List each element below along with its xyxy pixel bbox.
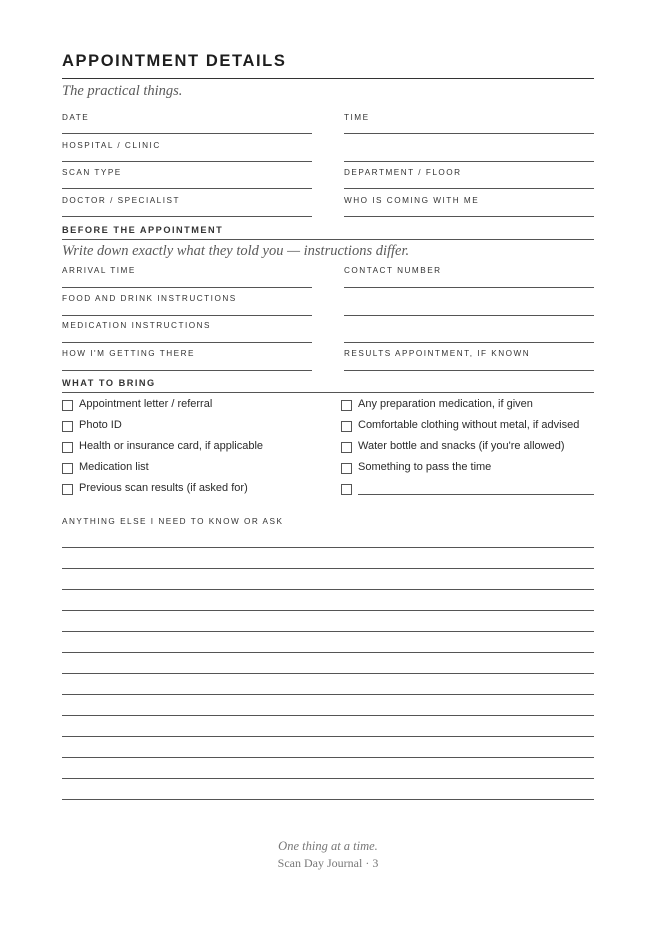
page-subtitle: The practical things. bbox=[62, 83, 183, 99]
section-divider-before bbox=[62, 239, 594, 240]
field-line-date[interactable] bbox=[62, 133, 312, 134]
notes-line[interactable] bbox=[62, 673, 594, 674]
checkbox[interactable] bbox=[62, 463, 73, 474]
section-title-notes: ANYTHING ELSE I NEED TO KNOW OR ASK bbox=[62, 517, 284, 526]
field-line-hospital[interactable] bbox=[62, 161, 312, 162]
checklist-label: Comfortable clothing without metal, if advised bbox=[358, 419, 580, 431]
checklist-label: Water bottle and snacks (if you're allowed) bbox=[358, 440, 565, 452]
field-label-results: RESULTS APPOINTMENT, IF KNOWN bbox=[344, 349, 531, 358]
checklist-label: Photo ID bbox=[79, 419, 122, 431]
field-label-companion: WHO IS COMING WITH ME bbox=[344, 196, 480, 205]
field-line-contact[interactable] bbox=[344, 287, 594, 288]
field-label-medication: MEDICATION INSTRUCTIONS bbox=[62, 321, 211, 330]
checkbox[interactable] bbox=[341, 463, 352, 474]
checklist-label: Previous scan results (if asked for) bbox=[79, 482, 248, 494]
field-label-department: DEPARTMENT / FLOOR bbox=[344, 168, 462, 177]
field-line-food[interactable] bbox=[62, 315, 312, 316]
checkbox[interactable] bbox=[62, 484, 73, 495]
checkbox[interactable] bbox=[62, 400, 73, 411]
field-line-companion[interactable] bbox=[344, 216, 594, 217]
notes-line[interactable] bbox=[62, 652, 594, 653]
field-line-blank-1[interactable] bbox=[344, 161, 594, 162]
field-label-hospital: HOSPITAL / CLINIC bbox=[62, 141, 161, 150]
notes-line[interactable] bbox=[62, 568, 594, 569]
field-label-contact: CONTACT NUMBER bbox=[344, 266, 442, 275]
field-label-food: FOOD AND DRINK INSTRUCTIONS bbox=[62, 294, 237, 303]
field-line-arrival[interactable] bbox=[62, 287, 312, 288]
field-label-date: DATE bbox=[62, 113, 90, 122]
footer-page-number: Scan Day Journal · 3 bbox=[277, 856, 379, 870]
field-line-scan-type[interactable] bbox=[62, 188, 312, 189]
notes-line[interactable] bbox=[62, 757, 594, 758]
notes-line[interactable] bbox=[62, 715, 594, 716]
field-line-time[interactable] bbox=[344, 133, 594, 134]
checklist-label: Medication list bbox=[79, 461, 149, 473]
notes-line[interactable] bbox=[62, 631, 594, 632]
field-label-scan-type: SCAN TYPE bbox=[62, 168, 122, 177]
checkbox[interactable] bbox=[62, 442, 73, 453]
field-line-blank-3[interactable] bbox=[344, 342, 594, 343]
section-title-bring: WHAT TO BRING bbox=[62, 378, 156, 388]
field-line-results[interactable] bbox=[344, 370, 594, 371]
checklist-label: Something to pass the time bbox=[358, 461, 492, 473]
field-label-arrival: ARRIVAL TIME bbox=[62, 266, 136, 275]
notes-line[interactable] bbox=[62, 589, 594, 590]
checklist-label: Any preparation medication, if given bbox=[358, 398, 533, 410]
field-label-doctor: DOCTOR / SPECIALIST bbox=[62, 196, 180, 205]
checklist-label: Appointment letter / referral bbox=[79, 398, 213, 410]
field-line-department[interactable] bbox=[344, 188, 594, 189]
checkbox[interactable] bbox=[341, 421, 352, 432]
field-line-medication[interactable] bbox=[62, 342, 312, 343]
page-title: APPOINTMENT DETAILS bbox=[62, 52, 287, 70]
checkbox[interactable] bbox=[341, 400, 352, 411]
section-title-before: BEFORE THE APPOINTMENT bbox=[62, 225, 224, 235]
checklist-blank-line[interactable] bbox=[358, 494, 594, 495]
notes-line[interactable] bbox=[62, 547, 594, 548]
checkbox[interactable] bbox=[62, 421, 73, 432]
notes-line[interactable] bbox=[62, 694, 594, 695]
field-line-blank-2[interactable] bbox=[344, 315, 594, 316]
checkbox[interactable] bbox=[341, 442, 352, 453]
notes-line[interactable] bbox=[62, 736, 594, 737]
field-line-doctor[interactable] bbox=[62, 216, 312, 217]
field-line-transport[interactable] bbox=[62, 370, 312, 371]
checkbox[interactable] bbox=[341, 484, 352, 495]
checklist-label: Health or insurance card, if applicable bbox=[79, 440, 264, 452]
field-label-time: TIME bbox=[344, 113, 370, 122]
notes-line[interactable] bbox=[62, 778, 594, 779]
notes-line[interactable] bbox=[62, 799, 594, 800]
section-subtitle-before: Write down exactly what they told you — instructions differ. bbox=[62, 243, 410, 259]
footer-tagline: One thing at a time. bbox=[278, 839, 378, 853]
notes-line[interactable] bbox=[62, 610, 594, 611]
section-divider-bring bbox=[62, 392, 594, 393]
field-label-transport: HOW I'M GETTING THERE bbox=[62, 349, 195, 358]
title-divider bbox=[62, 78, 594, 79]
